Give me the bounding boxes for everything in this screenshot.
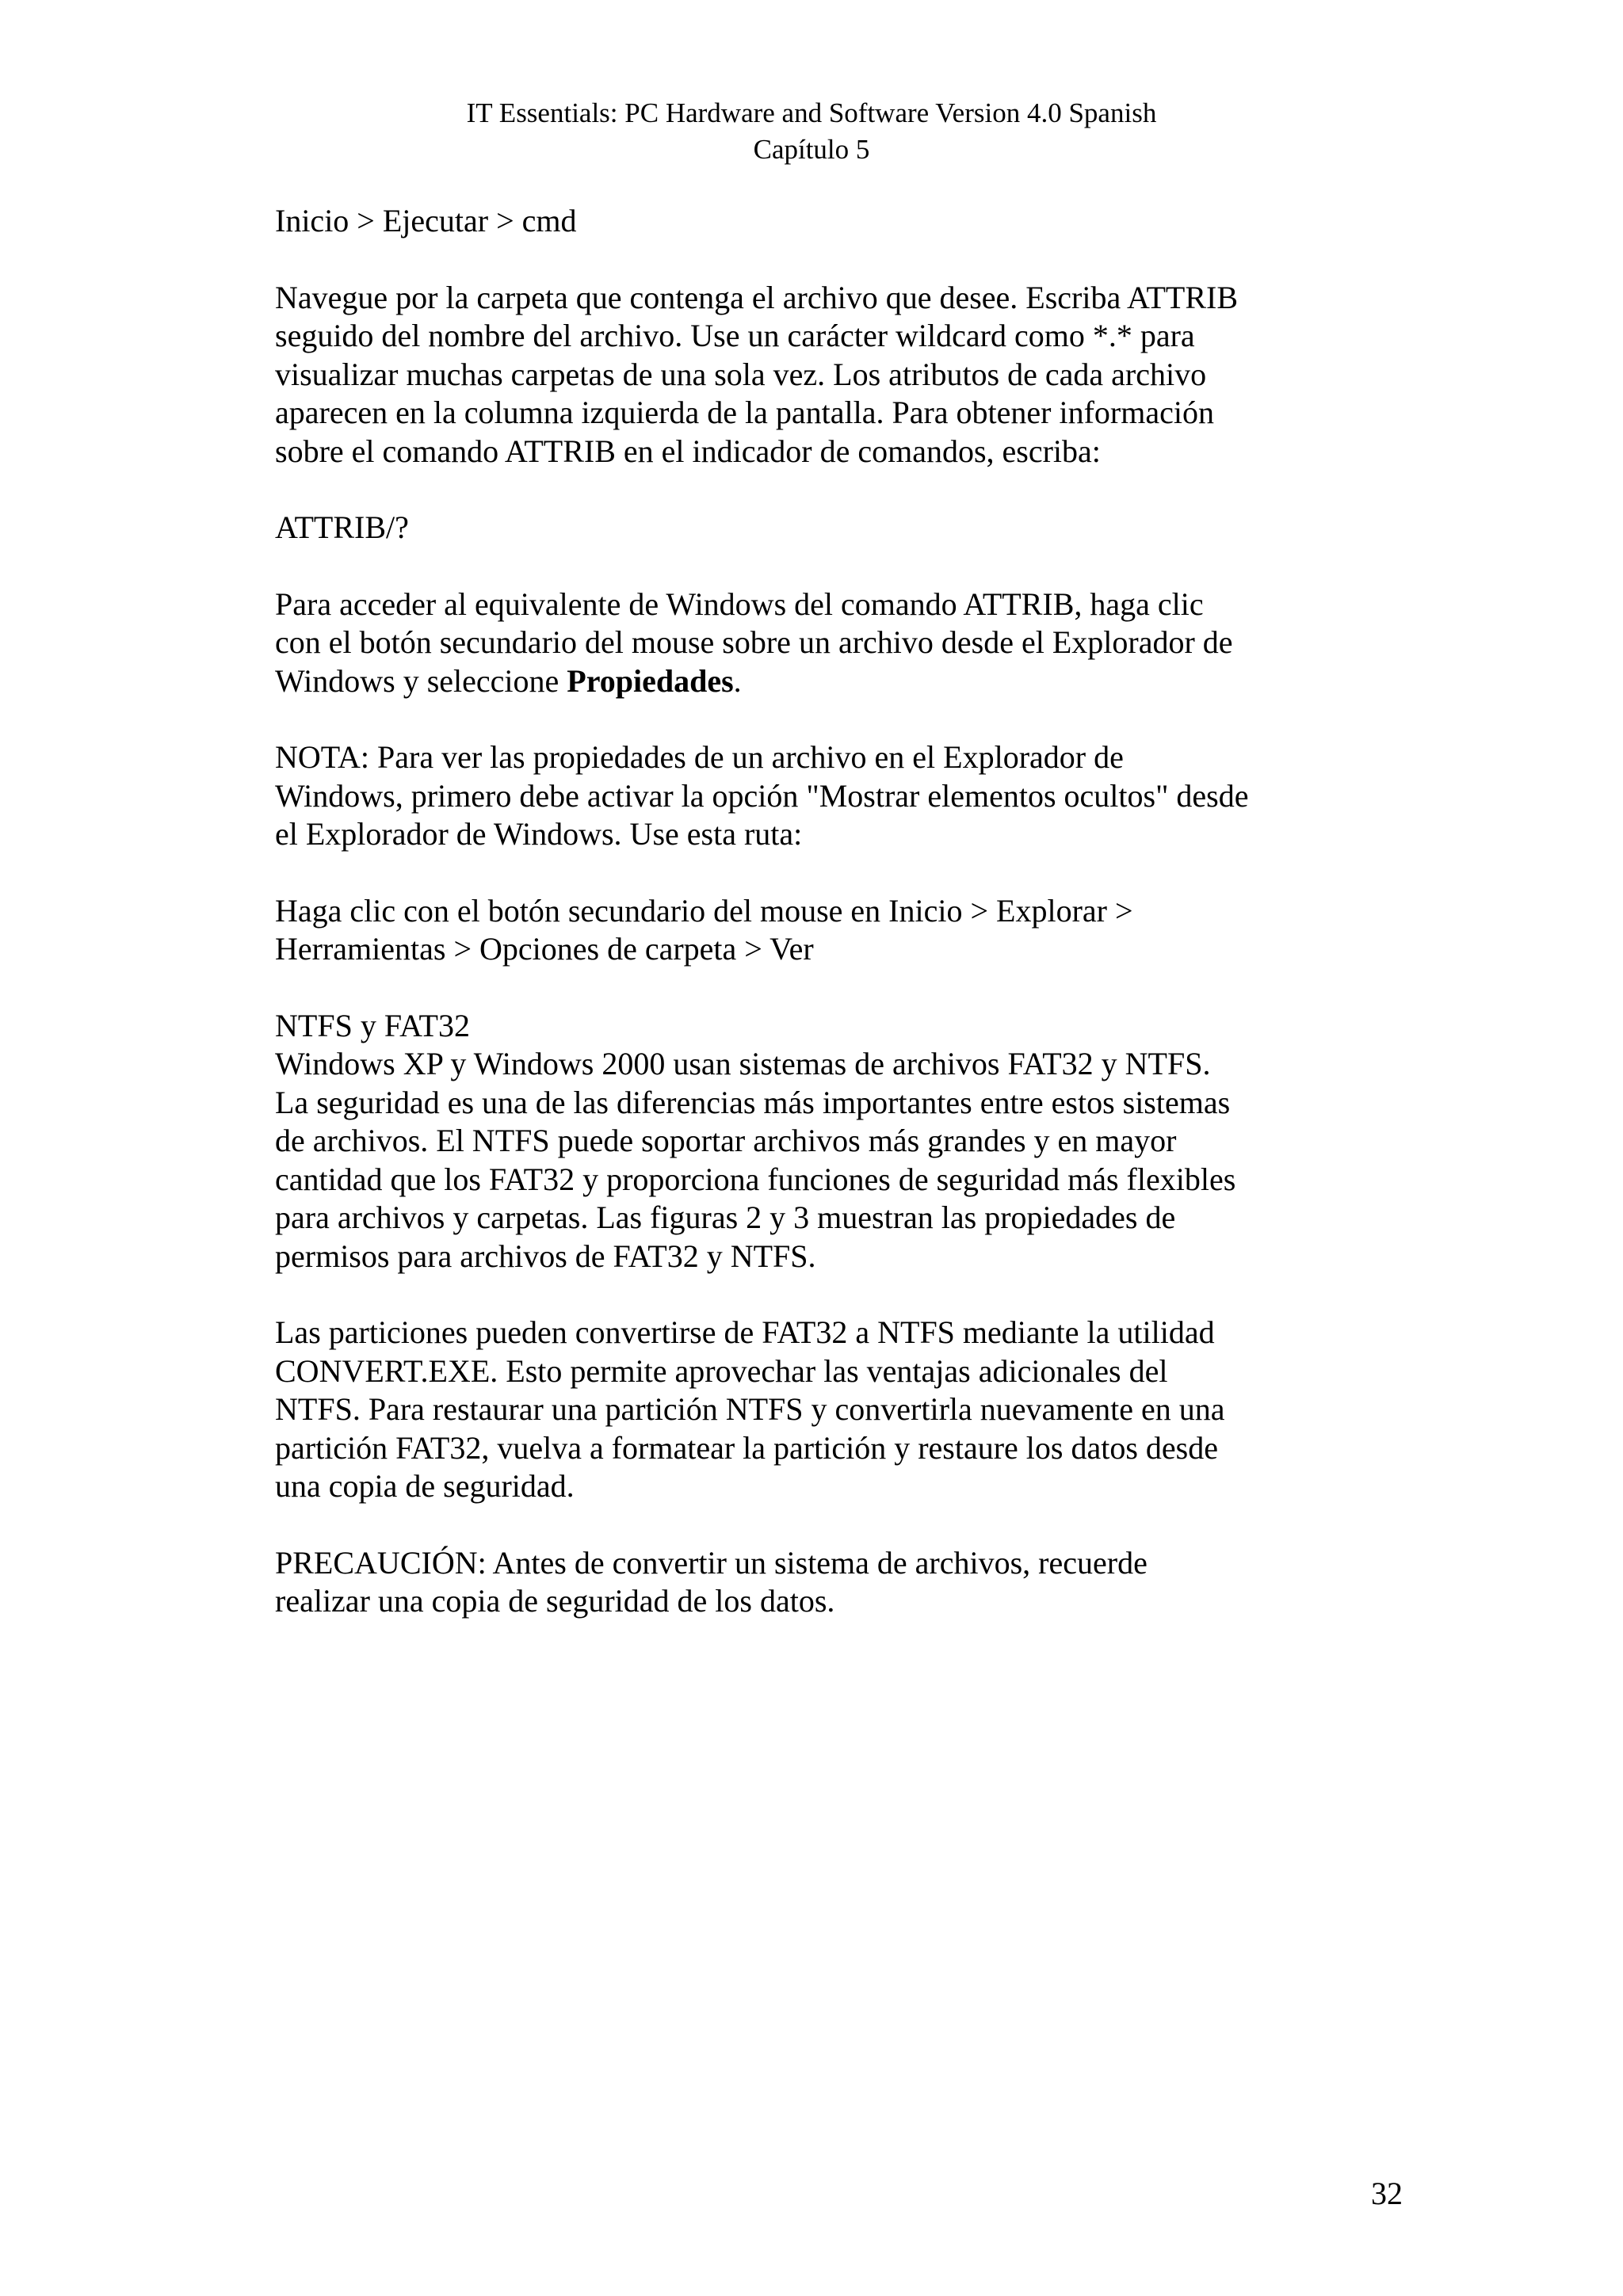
text-line: cantidad que los FAT32 y proporciona funciones de seguridad más flexibles [275, 1161, 1236, 1197]
text-fragment: Windows y seleccione [275, 662, 567, 699]
text-line: Haga clic con el botón secundario del mouse en Inicio > Explorar > [275, 892, 1133, 929]
text-line: CONVERT.EXE. Esto permite aprovechar las ventajas adicionales del [275, 1352, 1168, 1389]
menu-path-paragraph [275, 892, 1329, 969]
text-line: NOTA: Para ver las propiedades de un archivo en el Explorador de [275, 739, 1124, 775]
text-line: La seguridad es una de las diferencias más importantes entre estos sistemas [275, 1084, 1231, 1120]
section-heading: NTFS y FAT32 [275, 1007, 470, 1043]
text-line: seguido del nombre del archivo. Use un carácter wildcard como *.* para [275, 318, 1195, 353]
text-line: de archivos. El NTFS puede soportar archivos más grandes y en mayor [275, 1123, 1177, 1158]
text-line: partición FAT32, vuelva a formatear la partición y restaure los datos desde [275, 1429, 1218, 1466]
text-line: ATTRIB/? [275, 509, 409, 545]
windows-equivalent-paragraph [275, 585, 1329, 701]
text-line: visualizar muchas carpetas de una sola vez. Los atributos de cada archivo [275, 356, 1207, 392]
text-line: Inicio > Ejecutar > cmd [275, 203, 577, 238]
convert-paragraph [275, 1314, 1329, 1506]
text-line [275, 662, 1329, 701]
text-line: Las particiones pueden convertirse de FAT32 a NTFS mediante la utilidad [275, 1314, 1215, 1350]
attrib-command-paragraph [275, 509, 1329, 547]
page-number: 32 [1371, 2176, 1403, 2211]
text-line: Herramientas > Opciones de carpeta > Ver [275, 931, 814, 967]
text-line: con el botón secundario del mouse sobre un archivo desde el Explorador de [275, 624, 1233, 660]
text-line: una copia de seguridad. [275, 1468, 575, 1504]
bold-term: Propiedades [567, 662, 734, 699]
text-line: permisos para archivos de FAT32 y NTFS. [275, 1238, 816, 1274]
attrib-instructions-paragraph [275, 279, 1329, 471]
note-paragraph [275, 738, 1329, 854]
text-line: para archivos y carpetas. Las figuras 2 y 3 muestran las propiedades de [275, 1199, 1176, 1235]
text-line: PRECAUCIÓN: Antes de convertir un sistema de archivos, recuerde [275, 1544, 1148, 1581]
text-line: el Explorador de Windows. Use esta ruta: [275, 816, 803, 852]
caution-paragraph [275, 1544, 1329, 1621]
text-line: Navegue por la carpeta que contenga el archivo que desee. Escriba ATTRIB [275, 279, 1239, 315]
page-header [0, 95, 1623, 168]
text-line: realizar una copia de seguridad de los datos. [275, 1583, 835, 1619]
text-line: aparecen en la columna izquierda de la pantalla. Para obtener información [275, 395, 1214, 430]
command-path-paragraph [275, 202, 1329, 241]
text-line: Windows, primero debe activar la opción "Mostrar elementos ocultos" desde [275, 777, 1249, 814]
text-line: sobre el comando ATTRIB en el indicador de comandos, escriba: [275, 433, 1101, 469]
text-line: Windows XP y Windows 2000 usan sistemas de archivos FAT32 y NTFS. [275, 1046, 1211, 1081]
text-fragment: . [733, 662, 742, 699]
text-line: Para acceder al equivalente de Windows del comando ATTRIB, haga clic [275, 585, 1204, 622]
text-line: NTFS. Para restaurar una partición NTFS y convertirla nuevamente en una [275, 1391, 1225, 1427]
page-body [275, 202, 1329, 1659]
ntfs-fat32-paragraph [275, 1007, 1329, 1276]
chapter-label: Capítulo 5 [753, 134, 870, 165]
document-title: IT Essentials: PC Hardware and Software Version 4.0 Spanish [466, 97, 1157, 128]
